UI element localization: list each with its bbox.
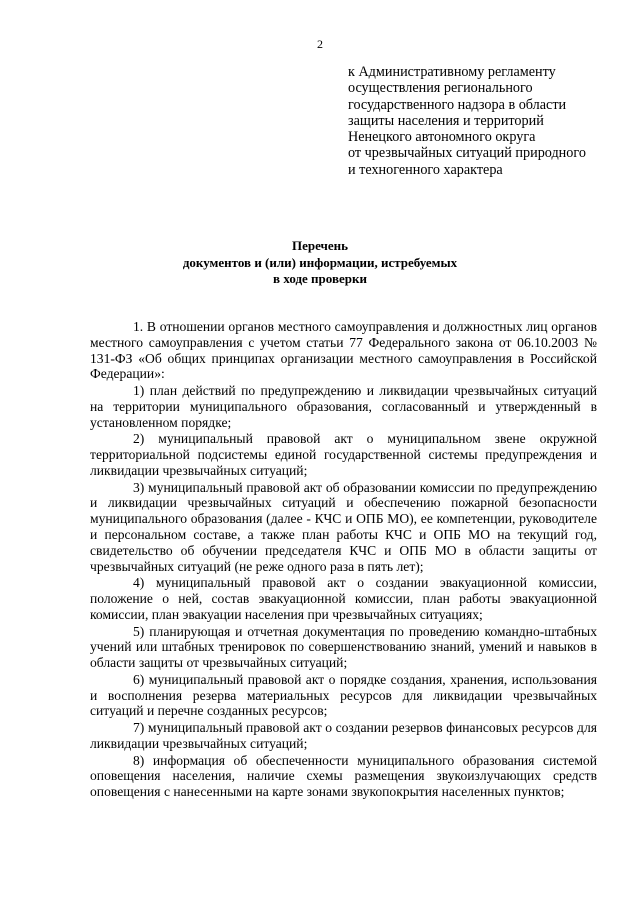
document-body [90,319,597,801]
approval-line: от чрезвычайных ситуаций природного [348,145,586,162]
approval-line: осуществления регионального [348,80,533,97]
approval-block [348,64,628,178]
title-line: документов и (или) информации, истребуемых [182,254,458,270]
title-line: Перечень [291,238,349,253]
approval-line: защиты населения и территорий [348,112,544,129]
page-number: 2 [317,37,323,51]
title-line: в ходе проверки [273,271,367,286]
approval-line: государственного надзора в области [348,96,567,113]
list-item: 8) информация об обеспеченности муниципального образования системой оповещения населения, наличие схемы размещения звукоизлучающих средств оповещения с нанесенными на карте зонами звукопокрытия населенных пунктов; [90,752,597,800]
list-item: 2) муниципальный правовой акт о муниципальном звене окружной территориальной подсистемы единой государственной системы предупреждения и ликвидации чрезвычайных ситуаций; [90,431,597,478]
list-item: 3) муниципальный правовой акт об образовании комиссии по предупреждению и ликвидации чрезвычайных ситуаций и обеспечению пожарной безопасности муниципального образования (далее - КЧС и ОПБ МО), ее компетенции, руководителе и персональном составе, а также план работы КЧС и ОПБ МО на текущий год, свидетельство об обучении председателя КЧС и ОПБ МО в области защиты от чрезвычайных ситуаций (не реже одного раза в пять лет); [90,479,597,574]
approval-line: Ненецкого автономного округа [348,129,536,146]
list-item: 5) планирующая и отчетная документация по проведению командно-штабных учений или штабных тренировок по совершенствованию знаний, умений и навыков в области защиты от чрезвычайных ситуаций; [90,623,597,671]
list-item: 6) муниципальный правовой акт о порядке создания, хранения, использования и восполнения резерва материальных ресурсов для ликвидации чрезвычайных ситуаций и перечне созданных ресурсов; [90,671,597,719]
list-item: 7) муниципальный правовой акт о создании резервов финансовых ресурсов для ликвидации чрезвычайных ситуаций; [90,720,597,751]
list-item: 1) план действий по предупреждению и ликвидации чрезвычайных ситуаций на территории муниципального образования, согласованный и утвержденный в установленном порядке; [90,383,597,430]
approval-line: и техногенного характера [348,161,503,178]
section-paragraph: 1. В отношении органов местного самоуправления и должностных лиц органов местного самоуправления с учетом статьи 77 Федерального закона от 06.10.2003 № 131-ФЗ «Об общих принципах организации местного самоуправления в Российской Федерации»: [90,319,597,382]
approval-line: к Административному регламенту [348,64,556,80]
document-title [0,238,640,288]
list-item: 4) муниципальный правовой акт о создании эвакуационной комиссии, положение о ней, состав эвакуационной комиссии, план работы эвакуационной комиссии, план эвакуации населения при чрезвычайных ситуациях; [90,575,597,622]
